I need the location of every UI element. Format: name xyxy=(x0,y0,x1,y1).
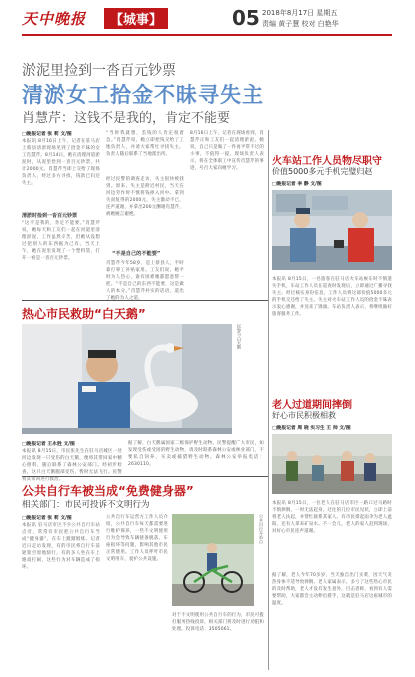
swan-byline: □晚报记者 王永胜 文/图 xyxy=(22,442,75,447)
sidebar-2-body-2: 据了解，老人今年70多岁，当天独自出门买菜，因天气炎热身体不适导致摔倒。老人家属表示，多亏了这些热心市民的及时帮助，老人才没有发生意外。目击者称，看到有人需要帮助，大家都会主动伸出援手，这就是驻马店这座城市的温度。 xyxy=(272,573,392,606)
masthead xyxy=(0,0,415,44)
bike-photo-caption: 公共自行车站点 xyxy=(259,514,264,544)
section-rule xyxy=(22,476,268,477)
lead-headline: 清淤女工拾金不昧寻失主 xyxy=(22,83,264,107)
sidebar-1-byline: □晚报记者 李 静 文/图 xyxy=(272,182,322,187)
lead-body-6: 8月16日上午，记者在现场看到，肖慧芹正和工友们一起清理淤泥。她说，自己只是做了一件再平常不过的小事，不值得一提。现场负责人表示，将在全体职工中宣传肖慧芹的事迹，号召大家向她学习。 xyxy=(190,131,264,171)
column-divider xyxy=(268,130,269,300)
sidebar-2-byline: □晚报记者 周 晓 实习生 王 帅 文/图 xyxy=(272,426,351,431)
page-number: 05 xyxy=(232,6,260,30)
bike-byline: □晚报记者 张 莉 文/图 xyxy=(22,516,72,521)
sidebar-1-subtitle: 价值5000多元手机完璧归赵 xyxy=(272,167,373,176)
sidebar-2-title: 老人过道期间摔倒 xyxy=(272,400,352,411)
sidebar-2-body: 本报讯 8月15日，一位老人在驻马店市区一路口过马路时不慎摔倒，一时无法起身。过往的几位市民见状，立即上前将老人扶起，并帮忙联系其家人。有市民撑起雨伞为老人遮阳，还有人拿来矿泉水。不一会儿，老人的家人赶到现场，对好心市民连声道谢。 xyxy=(272,501,392,534)
section-rule xyxy=(22,300,268,301)
swan-body: 本报讯 8月15日，市民张先生在驻马店城区一处河边发现一只受伤的白天鹅，便将其带回家中精心照料，随后联系了森林公安部门。经初步检查，这只白天鹅腿部受伤，暂时无法飞行。民警将其带回进行救治。 xyxy=(22,449,122,482)
section-label: 【城事】 xyxy=(104,8,168,29)
lead-body-5: 肖慧芹今年58岁，是上蔡县人，平时靠打零工补贴家用。工友们说，她平时为人热心，谁有困难她都愿意帮一把。“不是自己的东西不能要，这是做人的本分。”肖慧芹朴实的话语，道出了她的为人之道。 xyxy=(106,261,184,301)
swan-photo xyxy=(22,324,232,434)
swan-photo-caption: 民警与白天鹅 xyxy=(237,324,242,350)
newspaper-logo: 天中晚报 xyxy=(22,10,87,28)
lead-body-2: “这不是我的，肯定不能要。”肖慧芹说，她每天和工友们一起在河道里清理淤泥，工作虽然辛苦，但她从没想过把别人的东西据为己有。当天上午，她在泥里发现了一个塑料袋，打开一看是一沓百元钞票。 xyxy=(22,221,100,261)
lead-body-1: 本报讯 8月16日上午，记者在驻马店上蔡县清淤现场见到了拾金不昧的女工肖慧芹。8月14日，她在清理河道淤泥时，从泥里捡到一沓百元钞票，共计2000元。肖慧芹当即上交给了现场负责人，经过多方寻找，钱款已归还失主。 xyxy=(22,139,100,186)
lead-pull-quote: “不是自己的不能要” xyxy=(112,251,161,257)
lead-subtitle: 清淤时捡到一沓百元钞票 xyxy=(22,213,78,219)
bike-body-3: 对于不文明使用公共自行车的行为，市民可拨打服务热线投诉，相关部门将及时进行劝阻和处理。投诉电话：3505061。 xyxy=(172,613,264,632)
lead-body-3: “当时我就想，丢钱的人肯定很着急。”肖慧芹说，她立即把钱交给了工地负责人，并请大家帮忙寻找失主。负责人随后联系了当地派出所。 xyxy=(106,131,184,157)
sidebar-2-photo xyxy=(272,434,392,494)
masthead-rule xyxy=(22,34,392,36)
editor-credits: 责编 黄子慧 校对 白艳华 xyxy=(262,20,339,28)
swan-title: 热心市民救助“白天鹅” xyxy=(22,307,146,321)
lead-body-4: 经过民警的调查走访，失主很快被找到。原来，失主是附近村民，当天在河边劳作时不慎将钱掉入河中。拿到失而复得的2000元，失主激动不已，连声道谢，并拿出200元酬谢肖慧芹，被她婉言谢绝。 xyxy=(106,177,184,217)
sidebar-2-subtitle: 好心市民积极相救 xyxy=(272,411,336,420)
bike-body-2: 公共自行车运营方工作人员介绍，公共自行车每天都需要进行维护保养，一些不文明使用行为会导致车辆链条脱落、车座损坏等问题，影响其他市民正常使用。工作人员呼吁市民文明用车，爱护公共设施。 xyxy=(106,515,168,562)
swan-body-2: 据了解，白天鹅属国家二级保护野生动物。民警提醒广大市民，如发现受伤或受困的野生动物，请及时联系森林公安或林业部门，不要私自饲养、买卖或捕猎野生动物。森林公安举报电话：2630110。 xyxy=(128,441,264,467)
sidebar-1-photo xyxy=(272,190,392,270)
bike-title: 公共自行车被当成“免费健身器” xyxy=(22,484,194,498)
lead-byline: □晚报记者 张 莉 文/图 xyxy=(22,132,72,137)
bike-photo xyxy=(172,514,254,606)
lead-subhead: 肖慧芹：这钱不是我的，肯定不能要 xyxy=(22,111,231,126)
lead-kicker: 淤泥里捡到一沓百元钞票 xyxy=(22,63,176,79)
sidebar-1-body: 本报讯 8月15日，一名旅客在驻马店火车站候车时不慎遗失手机，车站工作人员在巡查时发现后，立即通过广播寻找失主。经过核实身份信息，工作人员将这部价值5000多元的手机交还给了失主。失主对火车站工作人员的拾金不昧表示衷心感谢，并送来了锦旗。车站负责人表示，将继续做好旅客服务工作。 xyxy=(272,277,392,317)
bike-subtitle: 相关部门：市民可投诉不文明行为 xyxy=(22,500,150,510)
column-divider xyxy=(268,300,269,670)
issue-date: 2018年8月17日 星期五 xyxy=(262,9,338,17)
bike-body: 本报讯 驻马店市区不少公共自行车站点旁，常常有市民把公共自行车当成“健身器”，在车上蹬踏锻炼。记者近日走访发现，有的市民将自行车前轮架空原地骑行，有的多人坐在车上嬉戏打闹，这些行为对车辆造成了损坏。 xyxy=(22,523,100,570)
sidebar-1-title: 火车站工作人员物尽职守 xyxy=(272,156,382,167)
